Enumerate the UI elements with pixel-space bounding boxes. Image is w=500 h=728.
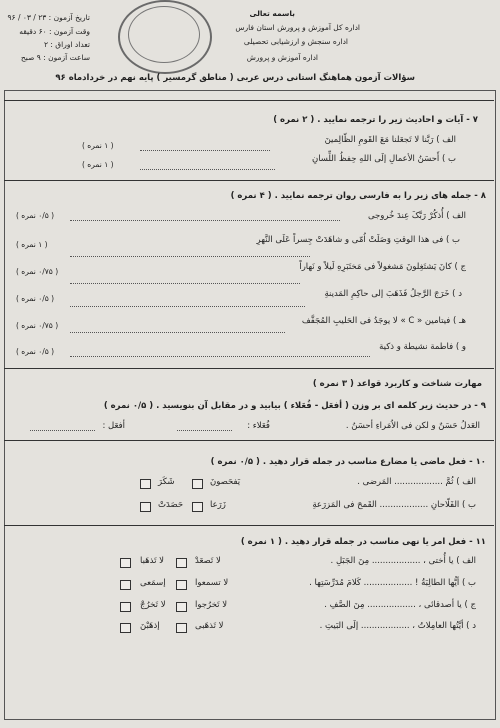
q8-item-b-score: ( ۱ نمره ) <box>16 240 48 249</box>
q11-item-a-option-2-label: لا تَذهَبا <box>140 556 165 566</box>
q11-item-a-option-1-checkbox[interactable] <box>176 558 187 568</box>
q10-item-b-option-1-checkbox[interactable] <box>192 502 203 512</box>
exam-duration: وقت آزمون : ۶۰ دقیقه <box>19 27 90 36</box>
divider-q10 <box>4 525 494 526</box>
grammar-section-title: مهارت شناخت و کاربرد قواعد ( ۳ نمره ) <box>312 379 482 389</box>
q7-item-b: ب ) أَحسَنُ الأعمالِ إلَی اللهِ حِفظُ اللِّسانِ <box>311 154 456 164</box>
q11-item-b-option-2-label: إسمَعی <box>140 578 166 588</box>
q8-item-c-score: ( ۰/۷۵ نمره ) <box>16 267 59 276</box>
q11-item-b: ب ) أیُّها الطالِبَةُ ! .................. کَلامَ مُدَرِّسَتِها . <box>309 578 476 588</box>
q8-item-c-answer-line <box>70 283 300 284</box>
q11-item-a: الف ) یا أُختی ، .................. مِنَ الجَبَلِ . <box>330 556 476 566</box>
header-education-office: اداره آموزش و پرورش <box>246 53 318 62</box>
q8-item-c: ج ) کانَ یَشتَغِلونَ مَشغولاً فی مَختَبَرِهِ لَیلاً و نَهاراً <box>299 262 466 272</box>
q11-item-c-option-1-checkbox[interactable] <box>176 602 187 612</box>
header-department: اداره کل آموزش و پرورش استان فارس <box>235 23 360 32</box>
q11-item-b-option-1-label: لا تسمعوا <box>195 578 229 588</box>
q8-item-d: د ) خَرَجَ الرَّجلُ فَذَهَبَ إلی حاکِمِ المَدینةِ <box>324 289 462 299</box>
divider-q7 <box>4 180 494 181</box>
q11-item-a-option-2-checkbox[interactable] <box>120 558 131 568</box>
q8-item-a-answer-line <box>70 220 340 221</box>
q9-field-fuala-label: فُعَلاء : <box>247 421 270 431</box>
q11-item-d-option-1-checkbox[interactable] <box>176 623 187 633</box>
q8-item-f-answer-line <box>70 356 370 357</box>
q7-item-a-score: ( ۱ نمره ) <box>82 141 114 150</box>
q8-item-d-answer-line <box>70 306 305 307</box>
exam-time: ساعت آزمون : ۹ صبح <box>20 53 90 62</box>
q10-item-a-option-2-label: شَکَرَ <box>158 477 175 487</box>
q8-item-e-score: ( ۰/۷۵ نمره ) <box>16 321 59 330</box>
q8-item-e-answer-line <box>70 332 285 333</box>
q10-item-a-option-1-label: یَفحَصونَ <box>210 477 241 487</box>
q9-field-afal-label: أفعَل : <box>102 421 125 431</box>
q11-item-c-option-1-label: لا تَخرُجوا <box>195 600 228 610</box>
q10-item-a-option-1-checkbox[interactable] <box>192 479 203 489</box>
page-count: تعداد اوراق : ۲ <box>43 40 90 49</box>
q8-item-f: و ) فاطمة نشیطة و ذکیة <box>379 342 466 352</box>
q8-item-b: ب ) فی هذا الوقتِ وَصَلَتْ اُمّی و شاهَدَتْ جِسراً عَلَی النَّهرِ <box>256 235 460 245</box>
header-assessment: اداره سنجش و ارزشیابی تحصیلی <box>243 37 348 46</box>
q10-item-b-option-2-label: حَصَدَتْ <box>158 500 184 510</box>
q8-item-f-score: ( ۰/۵ نمره ) <box>16 347 55 356</box>
q8-item-e: هـ ) فیتامین « C » لا یوجَدُ فی الحَلیبِ المُجَفَّف <box>301 316 466 326</box>
q10-item-a-option-2-checkbox[interactable] <box>140 479 151 489</box>
q11-item-d: د ) أیَّتُها العامِلاتُ ، .................. إلَی البَیتِ . <box>319 621 476 631</box>
q11-title: ۱۱ - فعل امر یا نهی مناسب در جمله قرار دهید . ( ۱ نمره ) <box>240 537 486 547</box>
frame-top-rule <box>4 100 494 101</box>
q7-item-a-answer-line <box>140 150 270 151</box>
q9-hadith: العَدلُ حَسَنٌ و لکن فی الاُمَراءِ أحسَنُ . <box>345 421 480 431</box>
q8-item-d-score: ( ۰/۵ نمره ) <box>16 294 55 303</box>
q8-item-a: الف ) أُذکُرْ رَبَّکَ عِندَ خُروجی <box>367 211 466 221</box>
exam-title: سؤالات آزمون هماهنگ استانی درس عربی ( مناطق گرمسیر ) پایه نهم در خردادماه ۹۶ <box>55 73 415 83</box>
school-seal-inner-ring <box>128 6 200 63</box>
q7-item-a: الف ) رَبَّنا لا تَجعَلنا مَعَ القَومِ الظّالِمینَ <box>324 135 456 145</box>
header-basmala: باسمه تعالی <box>249 9 295 18</box>
q11-item-d-option-2-label: إذهَبْنَ <box>140 621 160 631</box>
q7-title: ۷ - آیات و احادیث زیر را ترجمه نمایید . ( ۲ نمره ) <box>273 115 478 125</box>
q11-item-d-option-1-label: لا تَذهَبی <box>195 621 224 631</box>
q11-item-c: ج ) یا أصدقائی ، .................. مِنَ الصَّفِ . <box>324 600 476 610</box>
q11-item-c-option-2-checkbox[interactable] <box>120 602 131 612</box>
q10-item-b-option-2-checkbox[interactable] <box>140 502 151 512</box>
q7-item-b-answer-line <box>140 169 275 170</box>
q11-item-a-option-1-label: لا تَصعَدْ <box>195 556 221 566</box>
q8-title: ۸ - جمله های زیر را به فارسی روان ترجمه نمایید . ( ۴ نمره ) <box>230 191 486 201</box>
q7-item-b-score: ( ۱ نمره ) <box>82 160 114 169</box>
q11-item-b-option-2-checkbox[interactable] <box>120 580 131 590</box>
q10-item-a: الف ) ثُمَّ .................. المَرضی . <box>357 477 476 487</box>
q11-item-b-option-1-checkbox[interactable] <box>176 580 187 590</box>
q10-item-b-option-1-label: زَرَعا <box>210 500 226 510</box>
q10-item-b: ب ) الفَلّاحانِ .................. القَمحَ فی المَزرَعةِ <box>312 500 476 510</box>
q9-title: ۹ - در حدیث زیر کلمه ای بر وزن ( أفعَل - فُعَلاء ) بیابید و در مقابل آن بنویسید . ( ۰/۵ نمره ) <box>103 401 486 411</box>
q8-item-a-score: ( ۰/۵ نمره ) <box>16 211 55 220</box>
exam-date: تاریخ آزمون : ۲۳ / ۰۳ / ۹۶ <box>7 13 90 22</box>
divider-q8 <box>4 368 494 369</box>
q9-field-fuala-line[interactable] <box>177 430 232 431</box>
q8-item-b-answer-line <box>70 256 310 257</box>
q11-item-d-option-2-checkbox[interactable] <box>120 623 131 633</box>
q9-field-afal-line[interactable] <box>30 430 95 431</box>
q10-title: ۱۰ - فعل ماضی یا مضارع مناسب در جمله قرار دهید . ( ۰/۵ نمره ) <box>210 457 486 467</box>
divider-q9 <box>4 440 494 441</box>
q11-item-c-option-2-label: لا تَخرُجْ <box>140 600 166 610</box>
